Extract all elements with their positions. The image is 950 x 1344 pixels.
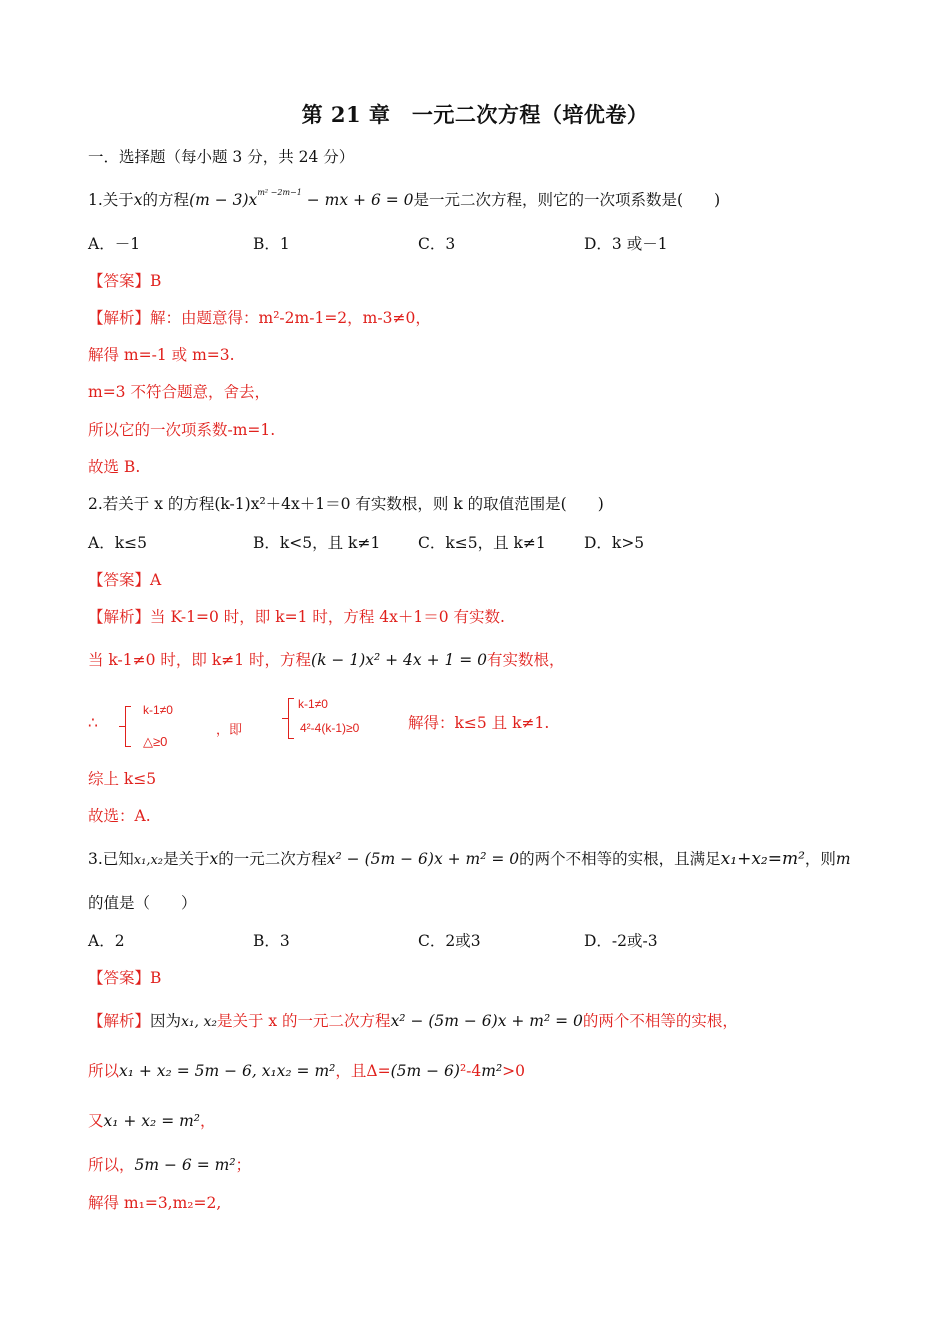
sys2-line-2: 4²-4(k-1)≥0 — [300, 721, 360, 735]
q1-answer: 【答案】B — [88, 272, 162, 290]
q1-option-a: A．－1 — [88, 235, 141, 253]
q3-option-d: D．-2或-3 — [584, 932, 658, 950]
q2-answer: 【答案】A — [88, 571, 162, 589]
q2-choose: 故选：A. — [88, 807, 151, 825]
q1-option-d: D．3 或－1 — [584, 235, 668, 253]
q2-analysis-2: 当 k-1≠0 时，即 k≠1 时，方程(k − 1)x² + 4x + 1 = 0有实数根， — [88, 651, 565, 669]
q3-analysis-4: 所以，5m − 6 = m²； — [88, 1156, 252, 1174]
page-title: 第 21 章 一元二次方程（培优卷） — [301, 102, 649, 127]
q2-option-c: C．k≤5，且 k≠1 — [418, 534, 546, 552]
q1-analysis-2: 解得 m=-1 或 m=3. — [88, 346, 235, 364]
therefore-symbol: ∴ — [88, 714, 98, 732]
q3-stem: 3.已知x₁,x₂是关于x的一元二次方程x² − (5m − 6)x + m² = 0的两个不相等的实根，且满足x₁+x₂=m²，则m — [88, 849, 851, 869]
q1-option-b: B．1 — [253, 235, 290, 253]
q3-option-a: A．2 — [88, 932, 125, 950]
q3-answer: 【答案】B — [88, 969, 162, 987]
q2-option-a: A．k≤5 — [88, 534, 147, 552]
q1-analysis-5: 故选 B. — [88, 458, 141, 476]
q1-analysis-3: m=3 不符合题意，舍去， — [88, 383, 270, 401]
ji-connector: ，即 — [216, 722, 243, 737]
q2-summary: 综上 k≤5 — [88, 770, 157, 788]
q2-option-d: D．k>5 — [584, 534, 645, 552]
q2-stem: 2.若关于 x 的方程(k-1)x²＋4x＋1＝0 有实数根，则 k 的取值范围是( ) — [88, 495, 604, 513]
q3-analysis-5: 解得 m₁=3,m₂=2, — [88, 1194, 222, 1212]
section-heading: 一．选择题（每小题 3 分，共 24 分） — [88, 148, 355, 166]
q1-option-c: C．3 — [418, 235, 456, 253]
q3-analysis-3: 又x₁ + x₂ = m²， — [88, 1112, 216, 1130]
sys2-line-1: k-1≠0 — [298, 697, 328, 711]
q1-formula: $(m - 3)x^{m^2 -2m-1}$ − mx + 6 = 0 — [189, 187, 414, 209]
brace-left-1 — [125, 706, 126, 746]
q1-stem: 1.关于x的方程$(m - 3)x^{m^2 -2m-1}$ − mx + 6 = 0是一元二次方程，则它的一次项系数是( ) — [88, 187, 721, 209]
q1-analysis-1: 【解析】解：由题意得：m²-2m-1=2，m-3≠0， — [88, 309, 431, 327]
q2-option-b: B．k<5，且 k≠1 — [253, 534, 381, 552]
q3-stem-line-2: 的值是（ ） — [88, 894, 197, 912]
q1-analysis-4: 所以它的一次项系数-m=1. — [88, 421, 276, 439]
q3-analysis-2: 所以x₁ + x₂ = 5m − 6, x₁x₂ = m²，且Δ=(5m − 6)²-4m²>0 — [88, 1062, 526, 1080]
q3-option-c: C．2或3 — [418, 932, 481, 950]
brace-left-2 — [288, 698, 289, 738]
q2-analysis-1: 【解析】当 K-1=0 时，即 k=1 时，方程 4x＋1＝0 有实数. — [88, 608, 505, 626]
sys1-line-2: △≥0 — [143, 734, 168, 749]
sys1-line-1: k-1≠0 — [143, 703, 173, 717]
q2-solve: 解得：k≤5 且 k≠1. — [408, 714, 550, 732]
q3-option-b: B．3 — [253, 932, 290, 950]
q3-analysis-1: 【解析】因为x₁, x₂是关于 x 的一元二次方程x² − (5m − 6)x + m² = 0的两个不相等的实根， — [88, 1012, 738, 1030]
